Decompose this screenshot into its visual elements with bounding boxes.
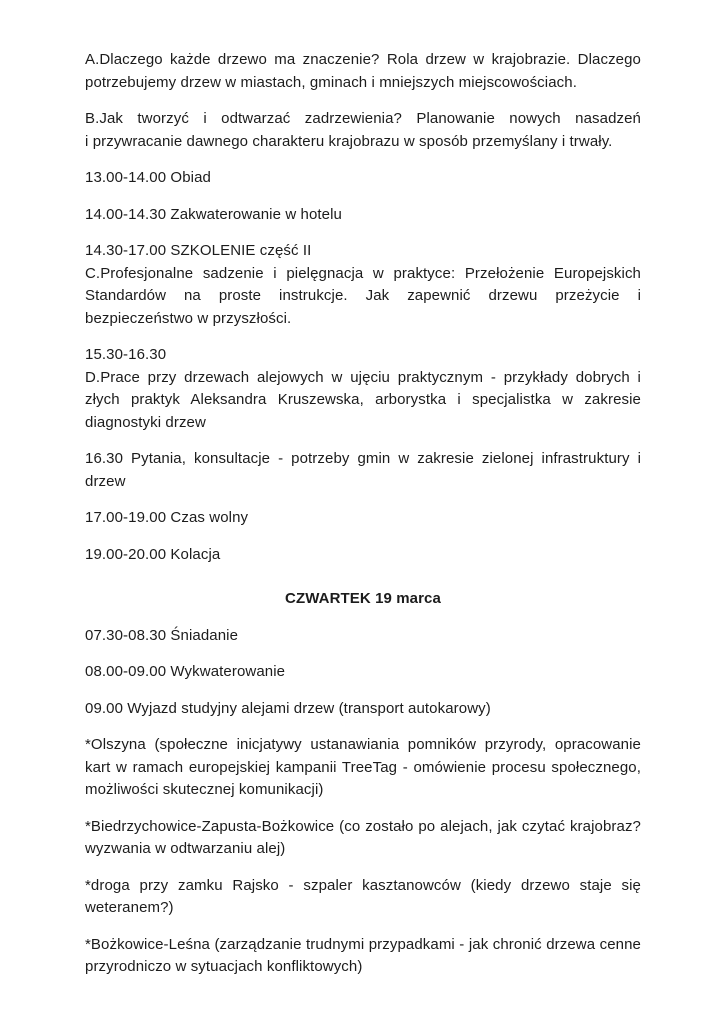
topic-b	[85, 108, 641, 153]
agenda-hotel-checkin	[85, 204, 641, 227]
day-heading-thursday	[85, 588, 641, 611]
text-line: 14.30-17.00 SZKOLENIE część II	[85, 242, 312, 259]
text-line: 19.00-20.00 Kolacja	[85, 545, 221, 563]
text-line: CZWARTEK 19 marca	[285, 590, 441, 607]
text-line: 16.30 Pytania, konsultacje - potrzeby gmin w zakresie zielonej infrastruktury i drzew	[85, 450, 641, 490]
agenda-session-d	[85, 344, 641, 434]
text-line: 13.00-14.00 Obiad	[85, 169, 211, 186]
agenda-training-part-2	[85, 240, 641, 330]
text-line: *droga przy zamku Rajsko - szpaler kasztanowców (kiedy drzewo staje się weteranem?)	[85, 876, 641, 916]
document-content	[85, 49, 641, 993]
agenda-dinner	[85, 544, 641, 567]
agenda-lunch	[85, 167, 641, 190]
text-line: 09.00 Wyjazd studyjny alejami drzew (transport autokarowy)	[85, 699, 491, 717]
agenda-free-time	[85, 507, 641, 530]
agenda-checkout	[85, 661, 641, 684]
stop-rajsko	[85, 875, 641, 920]
text-line: 08.00-09.00 Wykwaterowanie	[85, 663, 286, 680]
text-line: D.Prace przy drzewach alejowych w ujęciu praktycznym - przykłady dobrych i złych praktyk Aleksandra Kruszewska, arborystka i specjalistka w zakresie diagnostyki drzew	[85, 368, 641, 431]
text-line: A.Dlaczego każde drzewo ma znaczenie? Rola drzew w krajobrazie. Dlaczego potrzebujemy drzew w miastach, gminach i mniejszych miejscowościach.	[85, 51, 641, 91]
topic-a	[85, 49, 641, 94]
text-line: *Biedrzychowice-Zapusta-Bożkowice (co zostało po alejach, jak czytać krajobraz? wyzwania w odtwarzaniu alej)	[85, 817, 641, 857]
text-line: B.Jak tworzyć i odtwarzać zadrzewienia? Planowanie nowych nasadzeń i przywracanie dawnego charakteru krajobrazu w sposób przemyślany i trwały.	[85, 110, 641, 150]
stop-olszyna	[85, 734, 641, 802]
text-line: 15.30-16.30	[85, 346, 167, 363]
agenda-study-trip	[85, 698, 641, 721]
text-line: 14.00-14.30 Zakwaterowanie w hotelu	[85, 205, 342, 223]
text-line: C.Profesjonalne sadzenie i pielęgnacja w praktyce: Przełożenie Europejskich Standardów na proste instrukcje. Jak zapewnić drzewu przeżycie i bezpieczeństwo w przyszłości.	[85, 264, 641, 327]
stop-bozkowice	[85, 934, 641, 979]
text-line: 17.00-19.00 Czas wolny	[85, 509, 249, 526]
text-line: 07.30-08.30 Śniadanie	[85, 626, 239, 644]
agenda-breakfast	[85, 625, 641, 648]
stop-biedrzychowice	[85, 816, 641, 861]
text-line: *Olszyna (społeczne inicjatywy ustanawiania pomników przyrody, opracowanie kart w ramach europejskiej kampanii TreeTag - omówienie procesu społecznego, możliwości skutecznej komunikacji)	[85, 736, 641, 798]
agenda-questions	[85, 448, 641, 493]
text-line: *Bożkowice-Leśna (zarządzanie trudnymi przypadkami - jak chronić drzewa cenne przyrodniczo w sytuacjach konfliktowych)	[85, 935, 641, 975]
